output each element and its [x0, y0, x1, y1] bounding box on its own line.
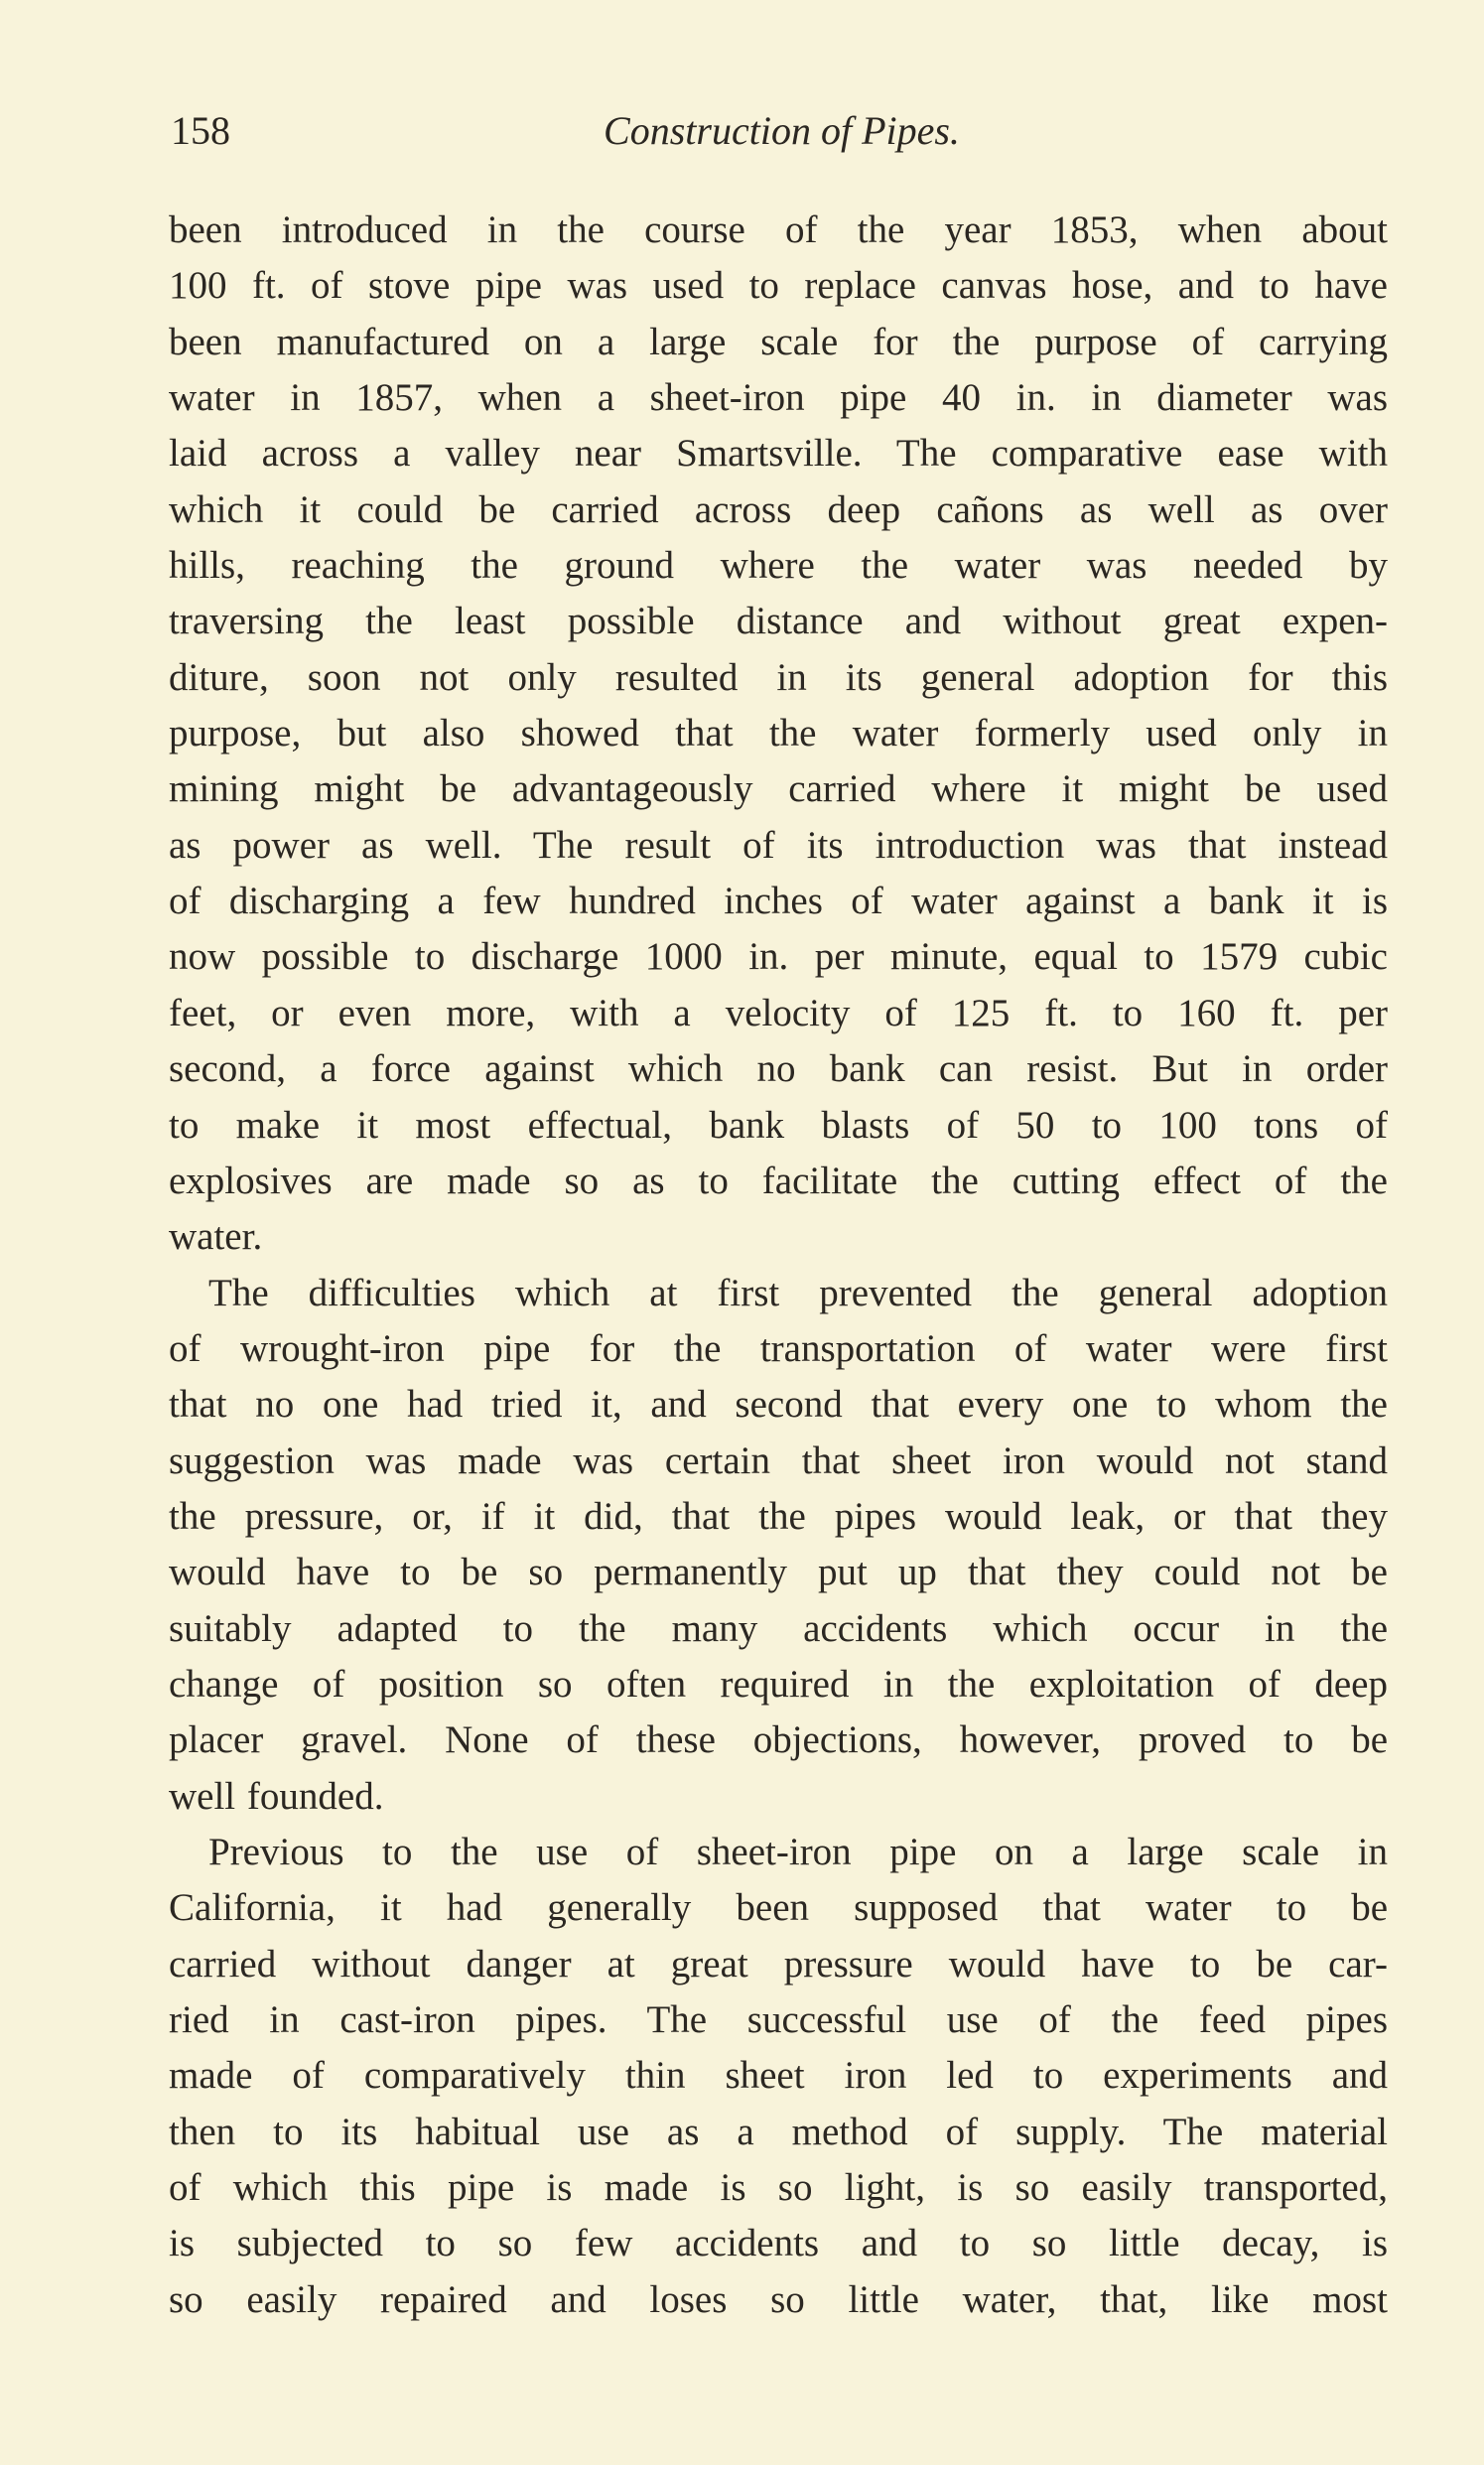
text-line: been introduced in the course of the year 1853, when about [169, 208, 1388, 251]
text-line: laid across a valley near Smartsville. The comparative ease with [169, 432, 1388, 476]
text-line: the pressure, or, if it did, that the pipes would leak, or that they [169, 1494, 1388, 1538]
text-line: then to its habitual use as a method of supply. The material [169, 2110, 1388, 2153]
text-line: diture, soon not only resulted in its general adoption for this [169, 655, 1388, 699]
text-line: feet, or even more, with a velocity of 125 ft. to 160 ft. per [169, 991, 1388, 1034]
text-line: so easily repaired and loses so little water, that, like most [169, 2277, 1388, 2321]
text-line: is subjected to so few accidents and to so little decay, is [169, 2222, 1388, 2265]
text-line: would have to be so permanently put up that they could not be [169, 1551, 1388, 1594]
text-line: Previous to the use of sheet-iron pipe on a large scale in [208, 1830, 1388, 1873]
running-title: Construction of Pipes. [604, 108, 960, 153]
text-line: water in 1857, when a sheet-iron pipe 40 in. in diameter was [169, 376, 1388, 420]
text-line: that no one had tried it, and second that every one to whom the [169, 1383, 1388, 1427]
text-line: second, a force against which no bank can resist. But in order [169, 1047, 1388, 1091]
text-line: water. [169, 1215, 263, 1259]
text-line: California, it had generally been supposed that water to be [169, 1886, 1388, 1930]
text-line: made of comparatively thin sheet iron led to experiments and [169, 2054, 1388, 2098]
text-line: of which this pipe is made is so light, is so easily transported, [169, 2166, 1388, 2210]
text-line: 100 ft. of stove pipe was used to replace canvas hose, and to have [169, 264, 1388, 308]
text-line: which it could be carried across deep cañons as well as over [169, 487, 1388, 531]
text-line: placer gravel. None of these objections, however, proved to be [169, 1718, 1388, 1762]
text-line: purpose, but also showed that the water formerly used only in [169, 712, 1388, 755]
text-line: as power as well. The result of its introduction was that instead [169, 823, 1388, 867]
text-line: The difficulties which at first prevented the general adoption [208, 1271, 1388, 1314]
text-line: hills, reaching the ground where the water was needed by [169, 544, 1388, 588]
text-line: carried without danger at great pressure would have to be car- [169, 1942, 1388, 1986]
body-text [169, 203, 1388, 2328]
text-line: of discharging a few hundred inches of water against a bank it is [169, 880, 1388, 923]
text-line: been manufactured on a large scale for the purpose of carrying [169, 320, 1388, 363]
text-line: ried in cast-iron pipes. The successful use of the feed pipes [169, 1998, 1388, 2041]
text-line: suitably adapted to the many accidents which occur in the [169, 1606, 1388, 1650]
text-line: explosives are made so as to facilitate the cutting effect of the [169, 1159, 1388, 1202]
text-line: change of position so often required in the exploitation of deep [169, 1662, 1388, 1706]
text-line: of wrought-iron pipe for the transportation of water were first [169, 1326, 1388, 1370]
text-line: mining might be advantageously carried where it might be used [169, 767, 1388, 811]
page-number: 158 [171, 108, 230, 153]
text-line: well founded. [169, 1774, 384, 1818]
text-line: suggestion was made was certain that sheet iron would not stand [169, 1438, 1388, 1482]
text-line: traversing the least possible distance and without great expen- [169, 600, 1388, 643]
text-line: to make it most effectual, bank blasts of 50 to 100 tons of [169, 1103, 1388, 1147]
text-line: now possible to discharge 1000 in. per minute, equal to 1579 cubic [169, 935, 1388, 979]
